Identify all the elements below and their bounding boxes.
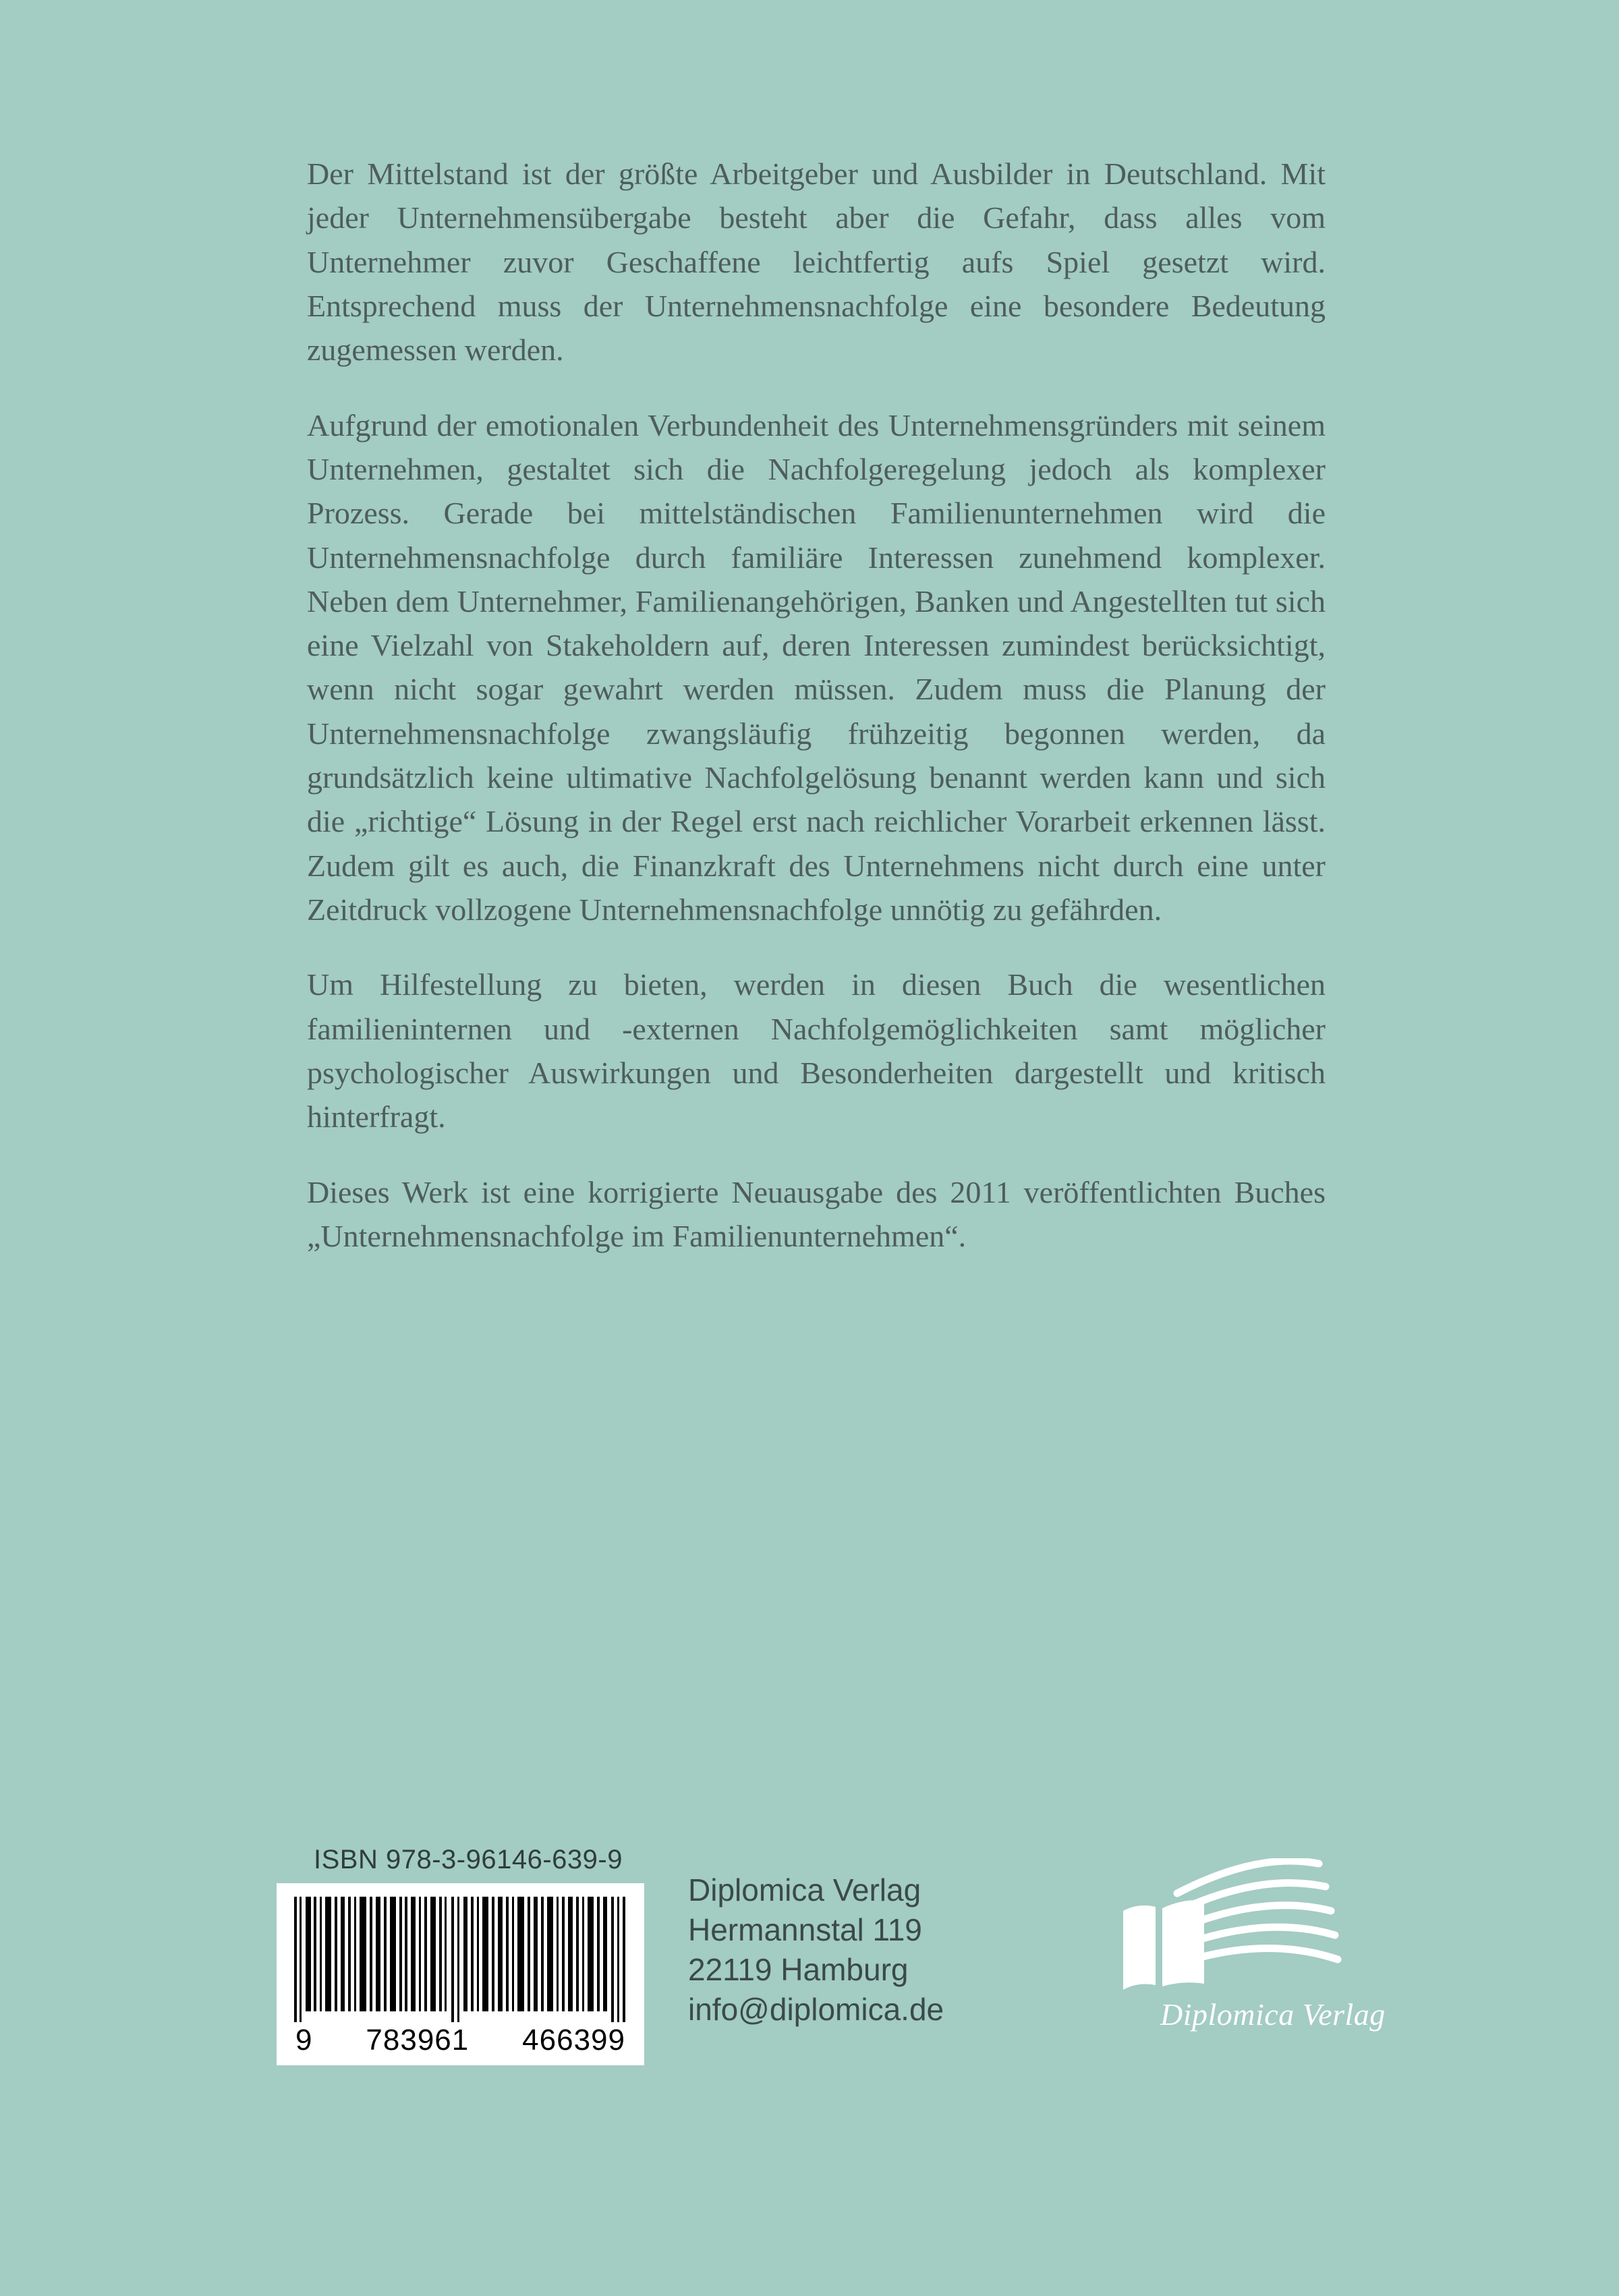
barcode-digits: [294, 2022, 627, 2057]
barcode-digit-group-right: 466399: [522, 2024, 625, 2057]
publisher-address: [688, 1870, 944, 2030]
barcode-digit-group-main: 783961: [366, 2024, 470, 2057]
blurb-paragraph-1: Der Mittelstand ist der größte Arbeitgeber und Ausbilder in Deutschland. Mit jeder Unternehmensübergabe besteht aber die Gefahr, dass alles vom Unternehmer zuvor Geschaffene leichtfertig aufs Spiel gesetzt wird. Entsprechend muss der Unternehmensnachfolge eine besondere Bedeutung zugemessen werden.: [307, 156, 1326, 368]
blurb-text: [307, 152, 1326, 1258]
barcode: [277, 1883, 644, 2065]
isbn-label: ISBN 978-3-96146-639-9: [314, 1845, 623, 1874]
blurb-paragraph-4: Dieses Werk ist eine korrigierte Neuausgabe des 2011 veröffentlichten Buches „Unternehmensnachfolge im Familienunternehmen“.: [307, 1174, 1326, 1253]
logo-text: Diplomica Verlag: [1160, 1997, 1386, 2032]
blurb-paragraph-3: Um Hilfestellung zu bieten, werden in diesen Buch die wesentlichen familieninternen und -externen Nachfolgemöglichkeiten samt möglicher psychologischer Auswirkungen und Besonderheiten dargestellt und kritisch hinterfragt.: [307, 967, 1326, 1135]
publisher-city: 22119 Hamburg: [688, 1951, 909, 1987]
footer: [277, 1845, 1386, 2128]
publisher-street: Hermannstal 119: [688, 1912, 922, 1947]
publisher-logo: [1103, 1858, 1420, 2061]
publisher-email: info@diplomica.de: [688, 1991, 944, 2027]
publisher-name: Diplomica Verlag: [688, 1872, 921, 1907]
barcode-bars-icon: [294, 1897, 627, 2022]
isbn-block: [277, 1845, 654, 2065]
barcode-digit-group-left: 9: [295, 2024, 313, 2057]
blurb-paragraph-2: Aufgrund der emotionalen Verbundenheit des Unternehmensgründers mit seinem Unternehmen, gestaltet sich die Nachfolgeregelung jedoch als komplexer Prozess. Gerade bei mittelständischen Familienunternehmen wird die Unternehmensnachfolge durch familiäre Interessen zunehmend komplexer. Neben dem Unternehmer, Familienangehörigen, Banken und Angestellten tut sich eine Vielzahl von Stakeholdern auf, deren Interessen zumindest berücksichtigt, wenn nicht sogar gewahrt werden müssen. Zudem muss die Planung der Unternehmensnachfolge zwangsläufig frühzeitig begonnen werden, da grundsätzlich keine ultimative Nachfolgelösung benannt werden kann und sich die „richtige“ Lösung in der Regel erst nach reichlicher Vorarbeit erkennen lässt. Zudem gilt es auch, die Finanzkraft des Unternehmens nicht durch eine unter Zeitdruck vollzogene Unternehmensnachfolge unnötig zu gefährden.: [307, 407, 1326, 927]
